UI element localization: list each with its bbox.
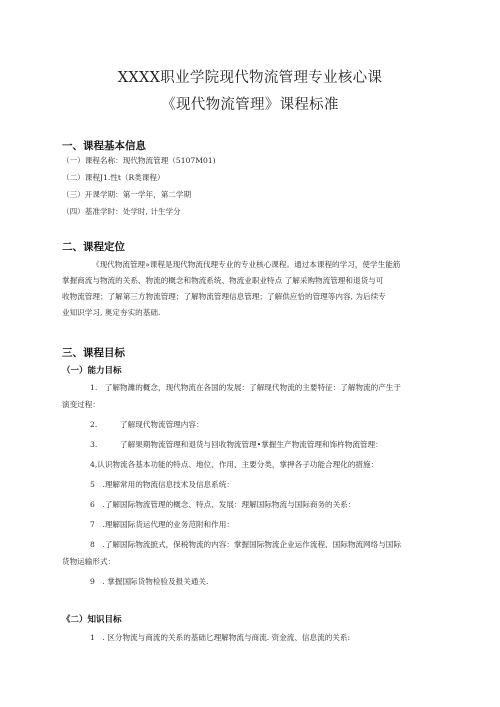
section1-heading: 一、课程基本信息 — [62, 140, 146, 152]
section2-paragraph-line: 掌握商流与物流的关系、物流的概念和物流系统、物流业职业特点 了解采购物流管理和退货与可 — [62, 276, 384, 285]
knowledge-item: 1 . 区分物流与商流的关系的基础匕理解物流与商流. 资金流、信息流的关系: — [90, 633, 351, 642]
section3-sub1-heading: （一）能力目标 — [62, 366, 122, 376]
document-title-line2: 《现代物流管理》课程标准 — [161, 97, 339, 113]
section2-paragraph-line: 业知识学习, 奥定夯实的基础. — [62, 308, 161, 317]
ability-item: 2. 了解现代物流管理内容： — [90, 420, 204, 429]
ability-item: 演变过程： — [62, 400, 100, 409]
ability-item: 3. 了解果期物流管理和退货与回收物流管理•掌握生产物流管理和饰杵物流管理： — [90, 440, 383, 449]
section1-item: （三）开课学期：第一学年，第二学期 — [62, 190, 192, 199]
section3-heading: 三、课程目标 — [62, 347, 125, 359]
section2-paragraph-line: 收物流管理；了解第三方物流管理；了解物流管理信息管理；了解供应恰的管理等内容, 为后续专 — [62, 292, 386, 301]
section2-heading: 二、课程定位 — [62, 241, 125, 253]
ability-item: 货物运输形式： — [62, 557, 116, 566]
ability-item: 6 .了解国际物流管理的概念、特点、发展：理解国际物流与国际商务的关系： — [90, 500, 356, 509]
document-title-line1: XXXX职业学院现代物流管理专业核心课 — [117, 70, 383, 86]
ability-item: 1. 了解物濉的概念，现代物流在各国的发展：了解现代物流的主要特征：了解物流的产生于 — [90, 383, 401, 392]
section3-sub2-heading: 《二）知识目标 — [62, 615, 122, 625]
ability-item: 8 .了解国际物流摭式，保税物流的内容：掌握国际物流企业运作流程、国际物流网络与国际 — [90, 540, 401, 549]
section1-item: （四）基准学时：处学时, 计生学分 — [62, 207, 181, 216]
section1-item: （二）课程J1.性t（R类课程） — [62, 173, 165, 182]
ability-item: 5 .理解常用的物流信息技术及信息系统： — [90, 480, 234, 489]
ability-item: 7 .理解国际货运代理的业务范附和作用： — [90, 520, 234, 529]
ability-item: 9 . 掌握国际货物检验及报关通关. — [90, 577, 209, 586]
section2-paragraph-line: 《现代物流管理»课程是现代物流伐理专业的专业核心课程。通过本课程的学习，使学生能筋 — [92, 260, 401, 269]
section1-item: （一）课程名称：现代物流管理（5107M01) — [62, 156, 216, 165]
ability-item: 4,认识物流各基本功能的特点、地位、作用、主要分类，掌押各子功能合理化的措施： — [90, 460, 379, 469]
